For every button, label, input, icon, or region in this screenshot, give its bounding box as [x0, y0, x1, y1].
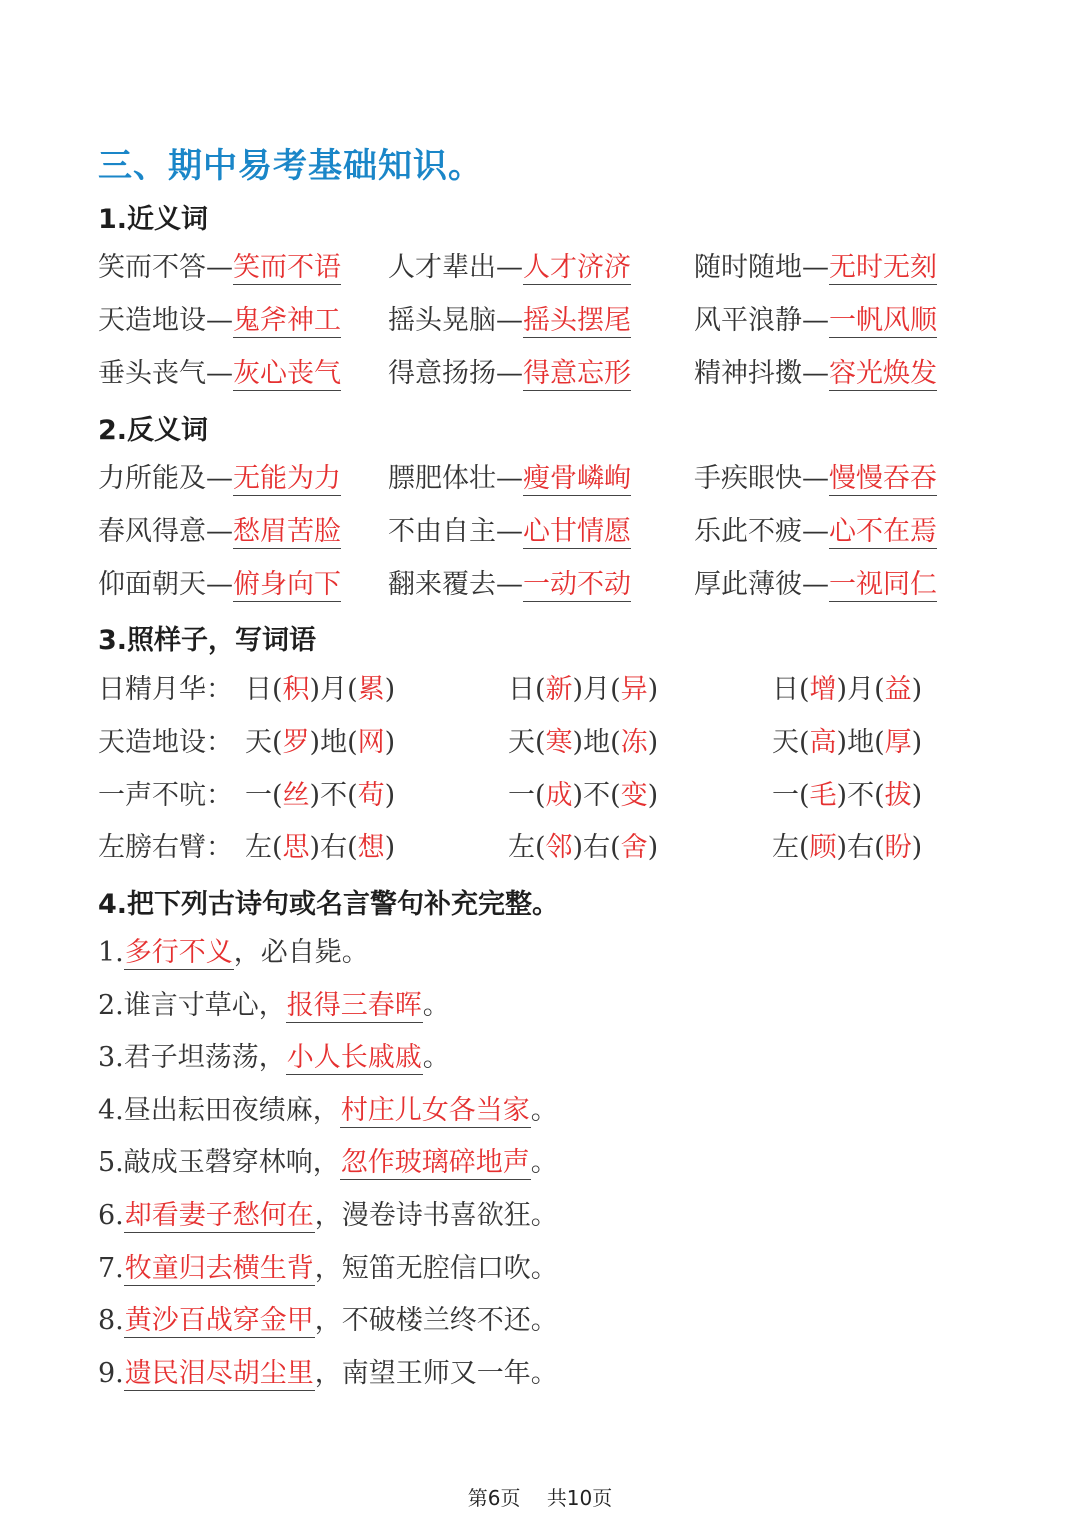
poem-text: 。 [530, 1147, 558, 1179]
answer-phrase: 小人长戚戚 [286, 1042, 422, 1074]
answer-word: 慢慢吞吞 [829, 463, 937, 494]
answer-word: 得意忘形 [523, 358, 631, 389]
paren: ( [535, 832, 546, 863]
poem-text: 昼出耘田夜绩麻， [123, 1094, 340, 1126]
dash: — [496, 252, 523, 283]
answer-char: 积 [282, 674, 310, 705]
poem-text: 。 [530, 1094, 558, 1126]
answer-char: 罗 [282, 727, 310, 758]
answer-word: 心甘情愿 [523, 516, 631, 547]
char: 不 [583, 780, 611, 811]
poem-text: 谁言寸草心， [123, 989, 286, 1021]
line-number: 1. [98, 937, 124, 968]
pattern-item [772, 723, 922, 763]
synonym-pair [98, 354, 341, 394]
antonym-pair [388, 512, 631, 552]
paren: ( [799, 674, 810, 705]
paren: ) [647, 674, 659, 705]
dash: — [802, 463, 829, 494]
paren: ) [572, 832, 584, 863]
word: 春风得意 [98, 516, 206, 547]
antonym-pair [694, 565, 937, 605]
dash: — [206, 569, 233, 600]
word: 不由自主 [388, 516, 496, 547]
paren: ) [647, 832, 659, 863]
char: 左 [245, 832, 272, 863]
poem-text: 。 [422, 1042, 450, 1074]
char: 一 [508, 780, 535, 811]
char: 月 [583, 674, 611, 705]
word: 风平浪静 [694, 305, 802, 336]
line-number: 5. [98, 1147, 124, 1179]
char: 一 [772, 780, 799, 811]
dash: — [802, 358, 829, 389]
answer-char: 想 [357, 832, 385, 863]
heading-synonyms: 1.近义词 [98, 204, 209, 235]
answer-char: 苟 [357, 780, 385, 811]
paren: ) [309, 780, 321, 811]
dash: — [206, 463, 233, 494]
paren: ) [309, 674, 321, 705]
paren: ) [911, 780, 923, 811]
poem-line [98, 1143, 558, 1183]
answer-char: 顾 [809, 832, 837, 863]
answer-char: 厚 [884, 727, 912, 758]
dash: — [802, 305, 829, 336]
char: 左 [508, 832, 535, 863]
answer-word: 俯身向下 [233, 569, 341, 600]
char: 地 [847, 727, 875, 758]
char: 右 [847, 832, 875, 863]
answer-char: 新 [545, 674, 573, 705]
pattern-item [245, 828, 395, 868]
poem-text: ，短笛无腔信口吹。 [314, 1252, 558, 1284]
antonym-pair [98, 512, 341, 552]
word: 随时随地 [694, 252, 802, 283]
answer-phrase: 却看妻子愁何在 [124, 1200, 314, 1231]
synonym-pair [98, 248, 341, 288]
paren: ( [610, 780, 621, 811]
synonym-pair [388, 248, 631, 288]
pattern-example: 左膀右臂： [98, 832, 233, 863]
answer-word: 笑而不语 [233, 252, 341, 283]
dash: — [206, 358, 233, 389]
answer-char: 寒 [545, 727, 573, 758]
paren: ) [911, 674, 923, 705]
answer-char: 舍 [620, 832, 648, 863]
word: 精神抖擞 [694, 358, 802, 389]
answer-char: 邻 [545, 832, 573, 863]
paren: ) [836, 727, 848, 758]
char: 一 [245, 780, 272, 811]
paren: ) [384, 727, 396, 758]
answer-char: 盼 [884, 832, 912, 863]
paren: ( [272, 832, 283, 863]
word: 笑而不答 [98, 252, 206, 283]
poem-line [98, 1249, 558, 1289]
paren: ( [874, 674, 885, 705]
answer-phrase: 多行不义 [124, 937, 233, 968]
dash: — [496, 569, 523, 600]
poem-line [98, 933, 369, 973]
pattern-example: 一声不吭： [98, 780, 233, 811]
paren: ) [911, 727, 923, 758]
heading-antonyms: 2.反义词 [98, 415, 209, 446]
line-number: 8. [98, 1305, 124, 1337]
answer-phrase: 忽作玻璃碎地声 [340, 1147, 530, 1179]
dash: — [802, 516, 829, 547]
page-footer [0, 1482, 1080, 1511]
answer-word: 容光焕发 [829, 358, 937, 389]
synonym-pair [98, 301, 341, 341]
word: 翻来覆去 [388, 569, 496, 600]
antonym-pair [388, 565, 631, 605]
char: 天 [508, 727, 535, 758]
paren: ( [535, 780, 546, 811]
page-number: 第6页 [467, 1486, 521, 1510]
answer-word: 鬼斧神工 [233, 305, 341, 336]
paren: ) [836, 832, 848, 863]
dash: — [496, 516, 523, 547]
dash: — [206, 252, 233, 283]
char: 天 [772, 727, 799, 758]
paren: ( [799, 727, 810, 758]
answer-char: 思 [282, 832, 310, 863]
poem-line [98, 1196, 558, 1236]
synonym-pair [694, 354, 937, 394]
paren: ) [836, 674, 848, 705]
answer-char: 变 [620, 780, 648, 811]
answer-word: 心不在焉 [829, 516, 937, 547]
heading-poems: 4.把下列古诗句或名言警句补充完整。 [98, 889, 560, 920]
pattern-item [245, 776, 395, 816]
word: 仰面朝天 [98, 569, 206, 600]
paren: ) [647, 727, 659, 758]
answer-char: 冻 [620, 727, 648, 758]
poem-text: 敲成玉磬穿林响， [123, 1147, 340, 1179]
synonym-pair [694, 248, 937, 288]
char: 日 [245, 674, 272, 705]
answer-char: 拔 [884, 780, 912, 811]
paren: ) [572, 780, 584, 811]
answer-word: 无时无刻 [829, 252, 937, 283]
answer-char: 益 [884, 674, 912, 705]
pattern-item [245, 670, 395, 710]
paren: ( [535, 674, 546, 705]
paren: ) [836, 780, 848, 811]
char: 月 [847, 674, 875, 705]
answer-word: 愁眉苦脸 [233, 516, 341, 547]
paren: ( [799, 832, 810, 863]
paren: ( [272, 780, 283, 811]
paren: ) [384, 674, 396, 705]
poem-text: ，不破楼兰终不还。 [314, 1305, 558, 1337]
line-number: 9. [98, 1357, 124, 1389]
synonym-pair [388, 354, 631, 394]
page-title: 三、期中易考基础知识。 [98, 146, 483, 186]
answer-char: 增 [809, 674, 837, 705]
char: 月 [320, 674, 348, 705]
char: 左 [772, 832, 799, 863]
poem-line [98, 1091, 558, 1131]
answer-word: 人才济济 [523, 252, 631, 283]
pattern-item [508, 723, 658, 763]
pattern-item [508, 670, 658, 710]
char: 天 [245, 727, 272, 758]
antonym-pair [694, 512, 937, 552]
dash: — [496, 358, 523, 389]
paren: ( [874, 832, 885, 863]
dash: — [802, 569, 829, 600]
char: 日 [772, 674, 799, 705]
char: 地 [583, 727, 611, 758]
dash: — [206, 305, 233, 336]
answer-char: 毛 [809, 780, 837, 811]
poem-text: ，南望王师又一年。 [314, 1357, 558, 1389]
paren: ( [272, 674, 283, 705]
dash: — [802, 252, 829, 283]
word: 乐此不疲 [694, 516, 802, 547]
poem-text: ，必自毙。 [233, 937, 369, 968]
paren: ) [572, 727, 584, 758]
paren: ( [347, 780, 358, 811]
word: 天造地设 [98, 305, 206, 336]
line-number: 6. [98, 1200, 124, 1231]
poem-line [98, 1301, 558, 1341]
answer-phrase: 牧童归去横生背 [124, 1252, 314, 1284]
dash: — [206, 516, 233, 547]
char: 右 [320, 832, 348, 863]
paren: ( [347, 832, 358, 863]
paren: ) [384, 780, 396, 811]
heading-pattern: 3.照样子，写词语 [98, 625, 317, 656]
paren: ( [272, 727, 283, 758]
char: 地 [320, 727, 348, 758]
pattern-item [772, 670, 922, 710]
word: 膘肥体壮 [388, 463, 496, 494]
paren: ( [799, 780, 810, 811]
antonym-pair [388, 459, 631, 499]
pattern-item [772, 828, 922, 868]
paren: ) [647, 780, 659, 811]
answer-word: 一帆风顺 [829, 305, 937, 336]
word: 摇头晃脑 [388, 305, 496, 336]
word: 厚此薄彼 [694, 569, 802, 600]
answer-char: 丝 [282, 780, 310, 811]
dash: — [496, 463, 523, 494]
paren: ) [309, 727, 321, 758]
answer-phrase: 黄沙百战穿金甲 [124, 1305, 314, 1337]
char: 不 [320, 780, 348, 811]
poem-text: 君子坦荡荡， [123, 1042, 286, 1074]
answer-char: 成 [545, 780, 573, 811]
poem-text: 。 [422, 989, 450, 1021]
synonym-pair [694, 301, 937, 341]
answer-phrase: 报得三春晖 [286, 989, 422, 1021]
paren: ( [610, 674, 621, 705]
word: 力所能及 [98, 463, 206, 494]
pattern-item [508, 776, 658, 816]
answer-word: 一动不动 [523, 569, 631, 600]
word: 垂头丧气 [98, 358, 206, 389]
antonym-pair [694, 459, 937, 499]
line-number: 4. [98, 1094, 124, 1126]
char: 日 [508, 674, 535, 705]
poem-line [98, 1038, 450, 1078]
answer-word: 灰心丧气 [233, 358, 341, 389]
paren: ( [874, 780, 885, 811]
paren: ( [347, 727, 358, 758]
pattern-item [245, 723, 395, 763]
answer-char: 高 [809, 727, 837, 758]
page-total: 共10页 [546, 1486, 613, 1510]
char: 不 [847, 780, 875, 811]
line-number: 2. [98, 989, 124, 1021]
antonym-pair [98, 565, 341, 605]
answer-char: 异 [620, 674, 648, 705]
paren: ) [309, 832, 321, 863]
word: 人才辈出 [388, 252, 496, 283]
dash: — [496, 305, 523, 336]
paren: ( [610, 832, 621, 863]
answer-word: 无能为力 [233, 463, 341, 494]
antonym-pair [98, 459, 341, 499]
answer-word: 摇头摆尾 [523, 305, 631, 336]
answer-char: 网 [357, 727, 385, 758]
answer-phrase: 村庄儿女各当家 [340, 1094, 530, 1126]
answer-char: 累 [357, 674, 385, 705]
answer-word: 一视同仁 [829, 569, 937, 600]
word: 手疾眼快 [694, 463, 802, 494]
char: 右 [583, 832, 611, 863]
poem-line [98, 1354, 558, 1394]
paren: ( [347, 674, 358, 705]
pattern-example: 日精月华： [98, 674, 233, 705]
pattern-item [508, 828, 658, 868]
pattern-item [772, 776, 922, 816]
poem-line [98, 986, 450, 1026]
paren: ) [384, 832, 396, 863]
paren: ) [911, 832, 923, 863]
paren: ) [572, 674, 584, 705]
paren: ( [535, 727, 546, 758]
line-number: 3. [98, 1042, 124, 1074]
word: 得意扬扬 [388, 358, 496, 389]
synonym-pair [388, 301, 631, 341]
line-number: 7. [98, 1252, 124, 1284]
answer-word: 瘦骨嶙峋 [523, 463, 631, 494]
paren: ( [610, 727, 621, 758]
pattern-example: 天造地设： [98, 727, 233, 758]
poem-text: ，漫卷诗书喜欲狂。 [314, 1200, 558, 1231]
paren: ( [874, 727, 885, 758]
answer-phrase: 遗民泪尽胡尘里 [124, 1357, 314, 1389]
